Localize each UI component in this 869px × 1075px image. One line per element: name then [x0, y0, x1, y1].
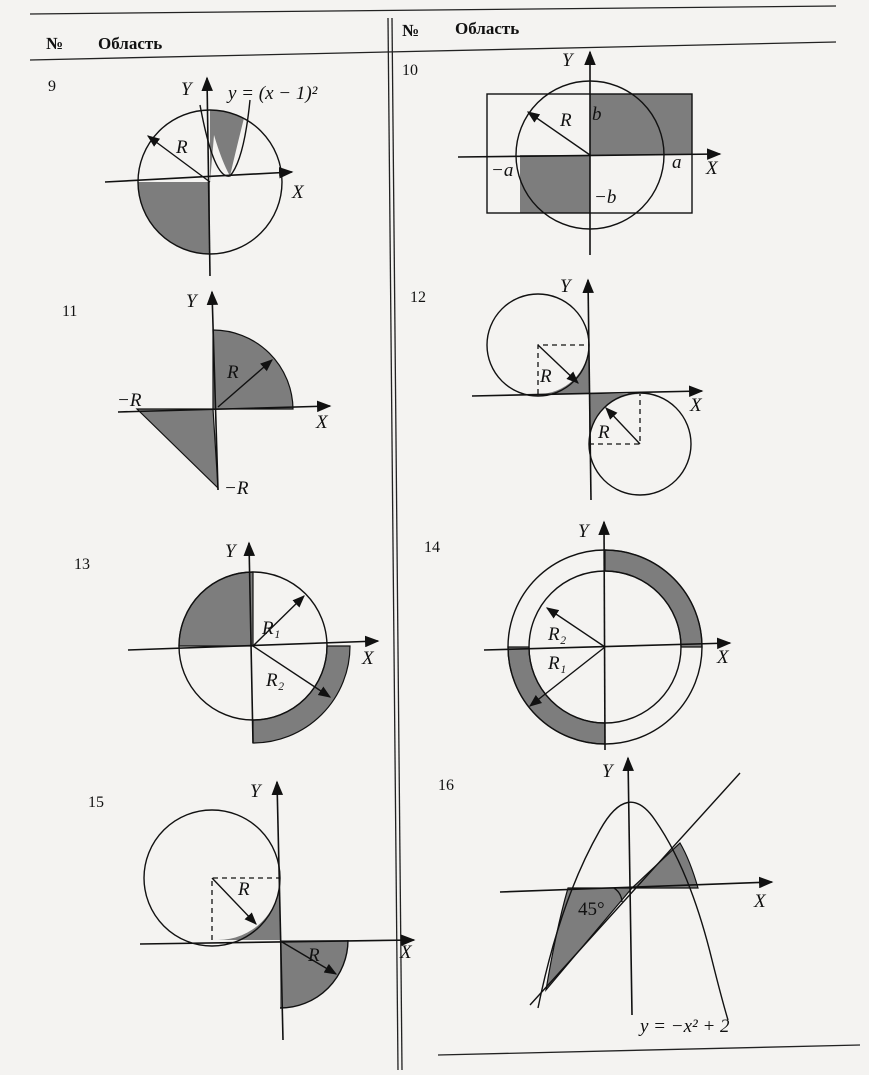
r2-label-fig13: R₂: [266, 670, 285, 691]
shaded-ring-top-right-fig14: [605, 550, 702, 647]
figure-11: [117, 291, 330, 499]
shaded-quadrant-fig13: [179, 572, 253, 646]
figure-number-16: 16: [438, 777, 454, 794]
neg-r-x-label-fig11: −R: [117, 390, 142, 411]
figure-13: [128, 541, 378, 743]
r1-label-fig14: R₁: [548, 653, 567, 674]
radius-label-fig11: R: [227, 362, 239, 383]
shaded-rect-top-right-fig10: [590, 94, 692, 155]
figure-number-14: 14: [424, 539, 440, 556]
radius-bottom-label-fig15: R: [308, 945, 320, 966]
y-axis-label-fig13: Y: [225, 541, 236, 562]
figure-9: [105, 78, 318, 276]
y-axis-label-fig16: Y: [602, 761, 613, 782]
figure-number-10: 10: [402, 62, 418, 79]
figure-14: [484, 521, 730, 750]
header-number-left: №: [46, 34, 64, 53]
shaded-triangle-fig11: [137, 409, 218, 488]
a-label-fig10: a: [672, 152, 682, 173]
radius-bottom-label-fig12: R: [598, 422, 610, 443]
y-axis-label-fig12: Y: [560, 276, 571, 297]
curve-label-fig9: y = (x − 1)²: [228, 83, 318, 104]
table-grid: [30, 6, 860, 1070]
figure-number-9: 9: [48, 78, 56, 95]
y-axis-label-fig11: Y: [186, 291, 197, 312]
figure-number-13: 13: [74, 556, 90, 573]
figure-10: [458, 50, 720, 255]
shaded-ring-fig13: [253, 646, 350, 743]
shaded-quarter-circle-fig11: [213, 330, 293, 409]
x-axis-label-fig15: X: [400, 942, 412, 963]
figure-15: [140, 781, 414, 1040]
shaded-rect-bottom-left-fig10: [520, 155, 590, 213]
b-label-fig10: b: [592, 104, 602, 125]
neg-a-label-fig10: −a: [491, 160, 514, 181]
x-axis-label-fig10: X: [706, 158, 718, 179]
figure-number-12: 12: [410, 289, 426, 306]
curve-label-fig16: y = −x² + 2: [640, 1016, 730, 1037]
x-axis-label-fig16: X: [754, 891, 766, 912]
figure-number-15: 15: [88, 794, 104, 811]
shaded-quadrant-fig9: [138, 182, 210, 254]
header-area-right: Область: [455, 19, 520, 38]
r1-label-fig13: R₁: [262, 618, 281, 639]
x-axis-label-fig12: X: [690, 395, 702, 416]
figure-number-11: 11: [62, 303, 78, 320]
x-axis-label-fig13: X: [362, 648, 374, 669]
radius-top-label-fig12: R: [540, 366, 552, 387]
header-area-left: Область: [98, 34, 163, 53]
neg-r-y-label-fig11: −R: [224, 478, 249, 499]
y-axis-label-fig14: Y: [578, 521, 589, 542]
radius-label-fig10: R: [560, 110, 572, 131]
y-axis-label-fig9: Y: [181, 79, 192, 100]
y-axis-label-fig10: Y: [562, 50, 573, 71]
x-axis-label-fig11: X: [316, 412, 328, 433]
figure-16: [500, 758, 772, 1037]
y-axis-label-fig15: Y: [250, 781, 261, 802]
shaded-parabola-fig9: [210, 110, 244, 182]
x-axis-label-fig9: X: [292, 182, 304, 203]
radius-label-fig9: R: [176, 137, 188, 158]
angle-label-fig16: 45°: [578, 899, 605, 920]
neg-b-label-fig10: −b: [594, 187, 617, 208]
radius-top-label-fig15: R: [238, 879, 250, 900]
header-number-right: №: [402, 21, 420, 40]
x-axis-label-fig14: X: [717, 647, 729, 668]
figure-12: [472, 276, 703, 500]
r2-label-fig14: R₂: [548, 624, 567, 645]
